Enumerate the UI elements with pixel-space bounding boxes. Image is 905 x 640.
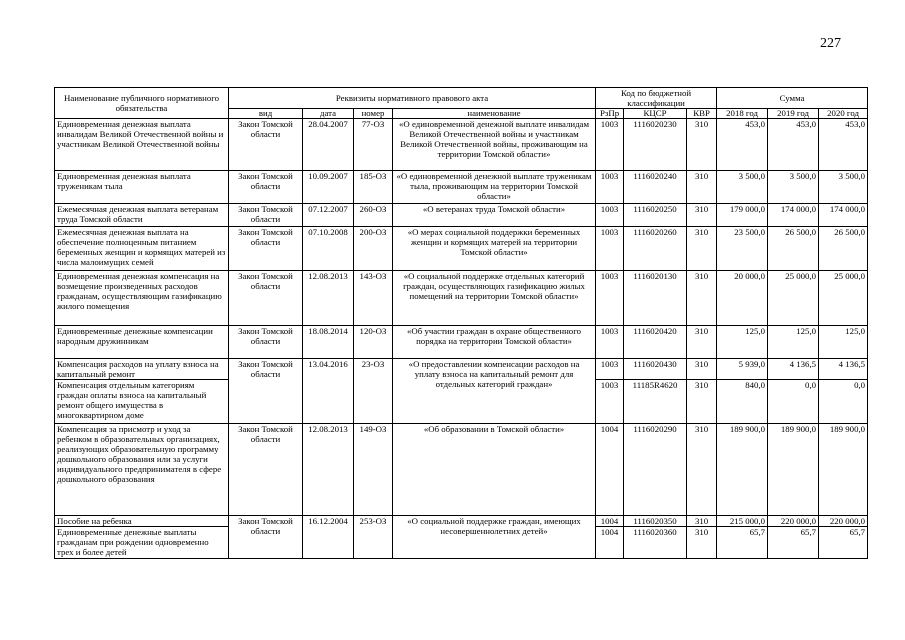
sum-2018: 65,7: [717, 527, 768, 559]
code-rzpr: 1003: [596, 204, 624, 227]
table-body: [55, 119, 868, 559]
obligation-name: Единовременная денежная выплата инвалидам Великой Отечественной войны и участникам Великой Отечественной войны: [55, 119, 229, 171]
header-date: дата: [303, 109, 354, 119]
code-kcsr: 1116020420: [624, 326, 687, 359]
header-kvr: КВР: [687, 109, 717, 119]
act-kind: Закон Томской области: [229, 204, 303, 227]
code-kvr: 310: [687, 380, 717, 424]
sum-2020: 0,0: [819, 380, 868, 424]
sum-2019: 25 000,0: [768, 271, 819, 326]
header-rzpr: РзПр: [596, 109, 624, 119]
code-kcsr: 1116020360: [624, 527, 687, 559]
act-date: 10.09.2007: [303, 171, 354, 204]
act-kind: Закон Томской области: [229, 326, 303, 359]
code-kcsr: 1116020290: [624, 424, 687, 516]
code-kcsr: 1116020260: [624, 227, 687, 271]
code-kvr: 310: [687, 516, 717, 527]
code-kvr: 310: [687, 326, 717, 359]
sum-2020: 4 136,5: [819, 359, 868, 380]
table-row: [55, 516, 868, 527]
code-kcsr: 1116020430: [624, 359, 687, 380]
act-number: 120-ОЗ: [354, 326, 393, 359]
sum-2018: 3 500,0: [717, 171, 768, 204]
act-kind: Закон Томской области: [229, 424, 303, 516]
act-name: «О мерах социальной поддержки беременных женщин и кормящих матерей на территории Томской области»: [393, 227, 596, 271]
sum-2020: 3 500,0: [819, 171, 868, 204]
table-row: [55, 359, 868, 380]
act-number: 185-ОЗ: [354, 171, 393, 204]
code-rzpr: 1003: [596, 326, 624, 359]
sum-2020: 174 000,0: [819, 204, 868, 227]
act-name: «Об образовании в Томской области»: [393, 424, 596, 516]
act-kind: Закон Томской области: [229, 271, 303, 326]
sum-2020: 125,0: [819, 326, 868, 359]
sum-2018: 453,0: [717, 119, 768, 171]
header-kcsr: КЦСР: [624, 109, 687, 119]
header-budget-code: Код по бюджетной классификации: [596, 88, 717, 109]
code-kvr: 310: [687, 171, 717, 204]
obligation-name: Единовременная денежная компенсация на возмещение произведенных расходов гражданам, осуществляющим газификацию жилого помещения: [55, 271, 229, 326]
code-kcsr: 11185R4620: [624, 380, 687, 424]
code-rzpr: 1003: [596, 271, 624, 326]
sum-2019: 3 500,0: [768, 171, 819, 204]
sum-2019: 65,7: [768, 527, 819, 559]
code-kcsr: 1116020230: [624, 119, 687, 171]
act-kind: Закон Томской области: [229, 171, 303, 204]
act-kind: Закон Томской области: [229, 227, 303, 271]
table-row: [55, 204, 868, 227]
sum-2018: 23 500,0: [717, 227, 768, 271]
act-name: «О ветеранах труда Томской области»: [393, 204, 596, 227]
act-name: «О социальной поддержке отдельных категорий граждан, осуществляющих газификацию жилых помещений на территории Томской области»: [393, 271, 596, 326]
code-kcsr: 1116020130: [624, 271, 687, 326]
code-kvr: 310: [687, 424, 717, 516]
act-date: 07.10.2008: [303, 227, 354, 271]
table-row: [55, 326, 868, 359]
code-kvr: 310: [687, 527, 717, 559]
act-number: 77-ОЗ: [354, 119, 393, 171]
obligation-name: Пособие на ребенка: [55, 516, 229, 527]
act-number: 143-ОЗ: [354, 271, 393, 326]
act-number: 260-ОЗ: [354, 204, 393, 227]
obligation-name: Компенсация за присмотр и уход за ребенком в образовательных организациях, реализующих образовательную программу дошкольного образования или за услуги индивидуального предпринимателя в сфере дошкольного образования: [55, 424, 229, 516]
header-2018: 2018 год: [717, 109, 768, 119]
code-kvr: 310: [687, 359, 717, 380]
header-2019: 2019 год: [768, 109, 819, 119]
code-rzpr: 1003: [596, 171, 624, 204]
code-kcsr: 1116020250: [624, 204, 687, 227]
sum-2018: 215 000,0: [717, 516, 768, 527]
obligation-name: Компенсация расходов на уплату взноса на капитальный ремонт: [55, 359, 229, 380]
header-name: наименование: [393, 109, 596, 119]
obligation-name: Компенсация отдельным категориям граждан оплаты взноса на капитальный ремонт общего имущества в многоквартирном доме: [55, 380, 229, 424]
sum-2020: 220 000,0: [819, 516, 868, 527]
header-kind: вид: [229, 109, 303, 119]
page-number: 227: [820, 36, 841, 51]
sum-2019: 0,0: [768, 380, 819, 424]
code-kvr: 310: [687, 119, 717, 171]
act-name: «О единовременной денежной выплате инвалидам Великой Отечественной войны и участникам Великой Отечественной войны, проживающим на территории Томской области»: [393, 119, 596, 171]
sum-2019: 125,0: [768, 326, 819, 359]
act-kind: Закон Томской области: [229, 516, 303, 559]
header-obligation: Наименование публичного нормативного обязательства: [55, 88, 229, 119]
obligation-name: Единовременные денежные компенсации народным дружинникам: [55, 326, 229, 359]
act-date: 18.08.2014: [303, 326, 354, 359]
table-row: [55, 227, 868, 271]
table-row: [55, 424, 868, 516]
act-date: 16.12.2004: [303, 516, 354, 559]
code-rzpr: 1004: [596, 424, 624, 516]
obligation-name: Ежемесячная денежная выплата ветеранам труда Томской области: [55, 204, 229, 227]
sum-2020: 65,7: [819, 527, 868, 559]
act-number: 200-ОЗ: [354, 227, 393, 271]
code-kvr: 310: [687, 271, 717, 326]
act-name: «Об участии граждан в охране общественного порядка на территории Томской области»: [393, 326, 596, 359]
sum-2018: 5 939,0: [717, 359, 768, 380]
table-row: [55, 171, 868, 204]
header-sum: Сумма: [717, 88, 868, 109]
code-rzpr: 1003: [596, 359, 624, 380]
sum-2019: 453,0: [768, 119, 819, 171]
sum-2020: 25 000,0: [819, 271, 868, 326]
code-kvr: 310: [687, 227, 717, 271]
obligations-table: [54, 87, 868, 559]
act-date: 12.08.2013: [303, 271, 354, 326]
sum-2020: 26 500,0: [819, 227, 868, 271]
sum-2018: 125,0: [717, 326, 768, 359]
sum-2018: 179 000,0: [717, 204, 768, 227]
code-rzpr: 1003: [596, 119, 624, 171]
act-number: 149-ОЗ: [354, 424, 393, 516]
header-number: номер: [354, 109, 393, 119]
act-number: 23-ОЗ: [354, 359, 393, 424]
table-row: [55, 119, 868, 171]
act-number: 253-ОЗ: [354, 516, 393, 559]
header-2020: 2020 год: [819, 109, 868, 119]
sum-2019: 4 136,5: [768, 359, 819, 380]
code-rzpr: 1004: [596, 527, 624, 559]
table-header: [55, 88, 868, 119]
code-kcsr: 1116020350: [624, 516, 687, 527]
header-act-requisites: Реквизиты нормативного правового акта: [229, 88, 596, 109]
code-rzpr: 1003: [596, 227, 624, 271]
code-rzpr: 1003: [596, 380, 624, 424]
sum-2020: 189 900,0: [819, 424, 868, 516]
act-kind: Закон Томской области: [229, 359, 303, 424]
act-kind: Закон Томской области: [229, 119, 303, 171]
sum-2019: 189 900,0: [768, 424, 819, 516]
code-kvr: 310: [687, 204, 717, 227]
sum-2019: 174 000,0: [768, 204, 819, 227]
table-row: [55, 271, 868, 326]
sum-2020: 453,0: [819, 119, 868, 171]
act-date: 07.12.2007: [303, 204, 354, 227]
code-kcsr: 1116020240: [624, 171, 687, 204]
sum-2018: 840,0: [717, 380, 768, 424]
act-date: 28.04.2007: [303, 119, 354, 171]
sum-2018: 189 900,0: [717, 424, 768, 516]
act-date: 13.04.2016: [303, 359, 354, 424]
act-date: 12.08.2013: [303, 424, 354, 516]
obligation-name: Единовременная денежная выплата труженикам тыла: [55, 171, 229, 204]
sum-2018: 20 000,0: [717, 271, 768, 326]
obligation-name: Единовременные денежные выплаты гражданам при рождении одновременно трех и более детей: [55, 527, 229, 559]
code-rzpr: 1004: [596, 516, 624, 527]
act-name: «О единовременной денежной выплате труженикам тыла, проживающим на территории Томской области»: [393, 171, 596, 204]
obligation-name: Ежемесячная денежная выплата на обеспечение полноценным питанием беременных женщин и кормящих матерей из числа малоимущих семей: [55, 227, 229, 271]
sum-2019: 26 500,0: [768, 227, 819, 271]
act-name: «О социальной поддержке граждан, имеющих несовершеннолетних детей»: [393, 516, 596, 559]
act-name: «О предоставлении компенсации расходов на уплату взноса на капитальный ремонт для отдельных категорий граждан»: [393, 359, 596, 424]
sum-2019: 220 000,0: [768, 516, 819, 527]
